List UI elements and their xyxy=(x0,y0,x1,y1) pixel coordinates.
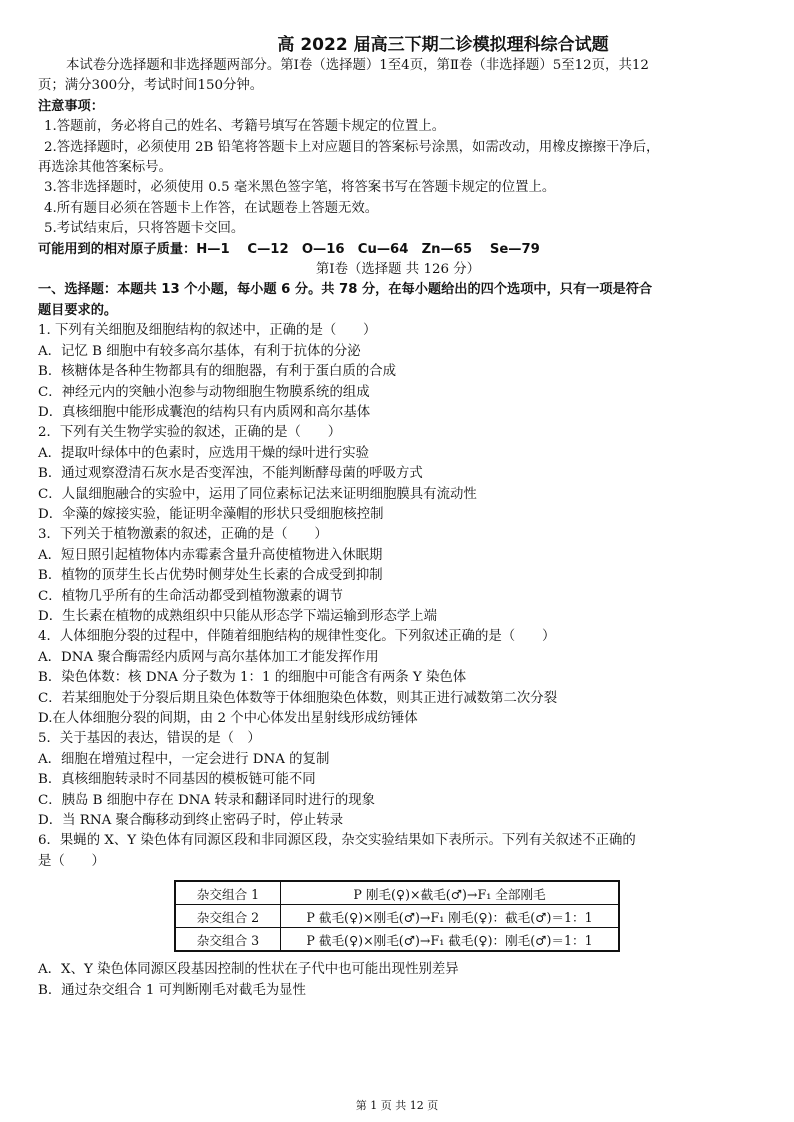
note-2: 2.答选择题时，必须使用 2B 铅笔将答题卡上对应题目的答案标号涂黑，如需改动，用橡皮擦擦干净后， xyxy=(44,139,660,155)
note-1: 1.答题前，务必将自己的姓名、考籍号填写在答题卡规定的位置上。 xyxy=(44,119,446,135)
atomic-mass-line: 可能用到的相对原子质量：H—1 C—12 O—16 Cu—64 Zn—65 Se—79 xyxy=(38,241,540,257)
option-a: A．X、Y 染色体同源区段基因控制的性状在子代中也可能出现性别差异 xyxy=(38,962,459,978)
option-a: A．细胞在增殖过程中，一定会进行 DNA 的复制 xyxy=(38,751,330,767)
option-b: B．通过观察澄清石灰水是否变浑浊，不能判断酵母菌的呼吸方式 xyxy=(38,466,423,482)
note-2-cont: 再选涂其他答案标号。 xyxy=(38,160,172,176)
cross-result: P 刚毛(♀)×截毛(♂)→F₁ 全部刚毛 xyxy=(281,881,620,905)
question-stem-cont: 是（ ） xyxy=(38,853,105,869)
option-c: C．胰岛 B 细胞中存在 DNA 转录和翻译同时进行的现象 xyxy=(38,792,376,808)
intro-line-2: 页；满分300分，考试时间150分钟。 xyxy=(38,78,264,94)
table-row xyxy=(175,928,619,952)
option-b: B．真核细胞转录时不同基因的模板链可能不同 xyxy=(38,772,316,788)
page-footer: 第 1 页 共 12 页 xyxy=(355,1099,439,1112)
cross-results-table xyxy=(174,880,620,952)
option-a: A．提取叶绿体中的色素时，应选用干燥的绿叶进行实验 xyxy=(38,445,370,461)
notes-heading: 注意事项： xyxy=(38,98,104,114)
option-c: C．若某细胞处于分裂后期且染色体数等于体细胞染色体数，则其正进行减数第二次分裂 xyxy=(38,690,558,706)
option-a: A．短日照引起植物体内赤霉素含量升高使植物进入休眠期 xyxy=(38,547,383,563)
note-5: 5.考试结束后，只将答题卡交回。 xyxy=(44,221,245,237)
option-c: C．神经元内的突触小泡参与动物细胞生物膜系统的组成 xyxy=(38,384,370,400)
cross-result: P 截毛(♀)×刚毛(♂)→F₁ 截毛(♀)：刚毛(♂)＝1：1 xyxy=(281,928,620,952)
question-stem: 5．关于基因的表达，错误的是（ ） xyxy=(38,731,261,747)
option-d: D．当 RNA 聚合酶移动到终止密码子时，停止转录 xyxy=(38,813,344,829)
option-b: B．染色体数：核 DNA 分子数为 1：1 的细胞中可能含有两条 Y 染色体 xyxy=(38,670,467,686)
cross-name: 杂交组合 2 xyxy=(175,905,281,928)
intro-line-1: 本试卷分选择题和非选择题两部分。第Ⅰ卷（选择题）1至4页，第Ⅱ卷（非选择题）5至12页，共12 xyxy=(66,58,649,73)
section-heading-2: 题目要求的。 xyxy=(38,302,118,318)
part-heading: 第Ⅰ卷（选择题 共 126 分） xyxy=(315,262,481,278)
question-stem: 1. 下列有关细胞及细胞结构的叙述中，正确的是（ ） xyxy=(38,323,377,339)
option-d: D.在人体细胞分裂的间期，由 2 个中心体发出星射线形成纺锤体 xyxy=(38,711,418,726)
table-row xyxy=(175,905,619,928)
section-heading-1: 一、选择题：本题共 13 个小题，每小题 6 分。共 78 分，在每小题给出的四个选项中，只有一项是符合 xyxy=(38,282,653,298)
option-b: B．核糖体是各种生物都具有的细胞器，有利于蛋白质的合成 xyxy=(38,364,396,380)
question-2 xyxy=(38,423,758,525)
option-a: A．记忆 B 细胞中有较多高尔基体，有利于抗体的分泌 xyxy=(38,343,361,359)
cross-name: 杂交组合 1 xyxy=(175,881,281,905)
cross-result: P 截毛(♀)×刚毛(♂)→F₁ 刚毛(♀)：截毛(♂)＝1：1 xyxy=(281,905,620,928)
option-b: B．通过杂交组合 1 可判断刚毛对截毛为显性 xyxy=(38,982,306,998)
exam-page xyxy=(38,34,758,1001)
option-d: D．真核细胞中能形成囊泡的结构只有内质网和高尔基体 xyxy=(38,404,371,420)
question-6 xyxy=(38,831,758,1001)
option-b: B．植物的顶芽生长占优势时侧芽处生长素的合成受到抑制 xyxy=(38,568,383,584)
question-stem: 6．果蝇的 X、Y 染色体有同源区段和非同源区段，杂交实验结果如下表所示。下列有关叙述不正确的 xyxy=(38,833,636,849)
question-stem: 3．下列关于植物激素的叙述，正确的是（ ） xyxy=(38,527,328,543)
option-d: D．伞藻的嫁接实验，能证明伞藻帽的形状只受细胞核控制 xyxy=(38,506,384,522)
question-stem: 4．人体细胞分裂的过程中，伴随着细胞结构的规律性变化。下列叙述正确的是（ ） xyxy=(38,629,556,645)
note-3: 3.答非选择题时，必须使用 0.5 毫米黑色签字笔，将答案书写在答题卡规定的位置上。 xyxy=(44,180,556,196)
option-d: D．生长素在植物的成熟组织中只能从形态学下端运输到形态学上端 xyxy=(38,608,438,624)
note-4: 4.所有题目必须在答题卡上作答，在试题卷上答题无效。 xyxy=(44,200,379,216)
option-a: A．DNA 聚合酶需经内质网与高尔基体加工才能发挥作用 xyxy=(38,649,379,665)
option-c: C．人鼠细胞融合的实验中，运用了同位素标记法来证明细胞膜具有流动性 xyxy=(38,486,477,502)
option-c: C．植物几乎所有的生命活动都受到植物激素的调节 xyxy=(38,588,343,604)
question-1 xyxy=(38,321,758,423)
question-3 xyxy=(38,525,758,627)
cross-name: 杂交组合 3 xyxy=(175,928,281,952)
question-5 xyxy=(38,729,758,831)
question-stem: 2．下列有关生物学实验的叙述，正确的是（ ） xyxy=(38,425,342,441)
exam-title: 高 2022 届高三下期二诊模拟理科综合试题 xyxy=(277,35,609,55)
question-4 xyxy=(38,627,758,729)
table-row xyxy=(175,881,619,905)
